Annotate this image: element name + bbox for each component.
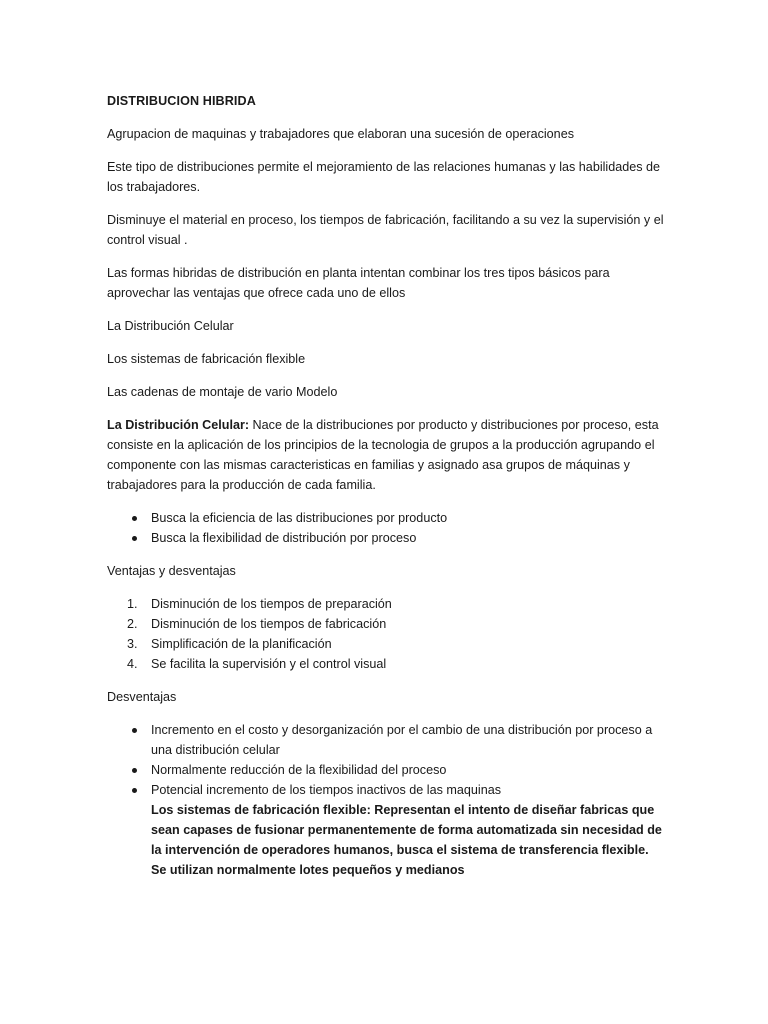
list-item: [107, 528, 667, 548]
list-number: 3.: [127, 637, 138, 651]
list-number: 4.: [127, 657, 138, 671]
list-item: [107, 614, 667, 634]
list-item-text: Incremento en el costo y desorganización por el cambio de una distribución por proceso a una distribución celular: [151, 723, 653, 757]
document-title: DISTRIBUCION HIBRIDA: [107, 94, 256, 108]
type-montaje: Las cadenas de montaje de vario Modelo: [107, 385, 338, 399]
celular-heading: La Distribución Celular:: [107, 418, 250, 432]
list-item: [107, 720, 667, 760]
list-item-text: Simplificación de la planificación: [151, 637, 332, 651]
bullet-icon: [129, 720, 145, 733]
list-item: [107, 760, 667, 780]
list-item: [107, 780, 667, 880]
document-body: [107, 91, 667, 893]
list-item-text: Busca la eficiencia de las distribuciones por producto: [151, 511, 448, 525]
list-number: 1.: [127, 597, 138, 611]
bullet-icon: [129, 508, 145, 521]
list-item-text: Busca la flexibilidad de distribución por proceso: [151, 531, 417, 545]
type-celular: La Distribución Celular: [107, 319, 234, 333]
celular-description: Nace de la distribuciones por producto y distribuciones por proceso, esta consiste en la aplicación de los principios de la tecnologia de grupos a la producción agrupando el componente con las mismas caracteristicas en familias y asignado asa grupos de máquinas y trabajadores para la producción de cada familia.: [107, 418, 659, 492]
list-item: [107, 634, 667, 654]
list-item: [107, 508, 667, 528]
ventajas-heading: Ventajas y desventajas: [107, 564, 236, 578]
paragraph-relaciones: Este tipo de distribuciones permite el mejoramiento de las relaciones humanas y las habilidades de los trabajadores.: [107, 160, 661, 194]
list-number: 2.: [127, 617, 138, 631]
paragraph-formas-hibridas: Las formas hibridas de distribución en planta intentan combinar los tres tipos básicos para aprovechar las ventajas que ofrece cada uno de ellos: [107, 266, 610, 300]
bullet-icon: [129, 528, 145, 541]
paragraph-flexible: Los sistemas de fabricación flexible: Representan el intento de diseñar fabricas que sean capases de fusionar permanentemente de forma automatizada sin necesidad de la intervención de operadores humanos, busca el sistema de transferencia flexible.: [151, 803, 662, 857]
list-item-text: Disminución de los tiempos de fabricación: [151, 617, 387, 631]
bullet-icon: [129, 760, 145, 773]
list-item: [107, 594, 667, 614]
list-item-text: Potencial incremento de los tiempos inactivos de las maquinas: [151, 783, 502, 797]
paragraph-celular: [107, 415, 667, 495]
bullet-icon: [129, 780, 145, 793]
ventajas-numbered-list: [107, 594, 667, 674]
type-flexible: Los sistemas de fabricación flexible: [107, 352, 306, 366]
paragraph-disminuye: Disminuye el material en proceso, los tiempos de fabricación, facilitando a su vez la supervisión y el control visual .: [107, 213, 664, 247]
desventajas-heading: Desventajas: [107, 690, 177, 704]
list-item-text: Disminución de los tiempos de preparación: [151, 597, 392, 611]
celular-bullet-list: [107, 508, 667, 548]
paragraph-agrupacion: Agrupacion de maquinas y trabajadores que elaboran una sucesión de operaciones: [107, 127, 574, 141]
list-item-text: Se facilita la supervisión y el control visual: [151, 657, 387, 671]
list-item-text: Normalmente reducción de la flexibilidad del proceso: [151, 763, 447, 777]
desventajas-bullet-list: [107, 720, 667, 880]
paragraph-lotes: Se utilizan normalmente lotes pequeños y medianos: [151, 863, 465, 877]
list-item: [107, 654, 667, 674]
